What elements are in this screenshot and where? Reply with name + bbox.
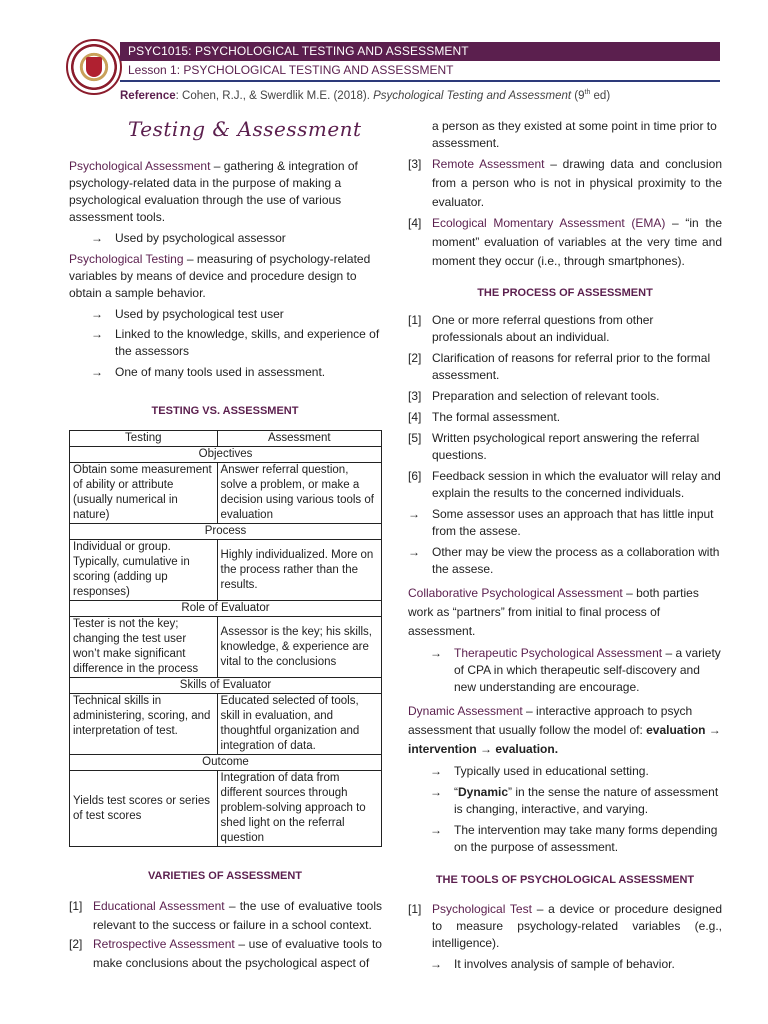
reference-authors: : Cohen, R.J., & Swerdlik M.E. (2018). bbox=[175, 89, 374, 102]
item-text: Some assessor uses an approach that has little input from the assese. bbox=[432, 507, 714, 538]
table-row bbox=[70, 540, 382, 601]
item-text: – use of evaluative tools to make conclusions about the psychological aspect of bbox=[93, 937, 382, 970]
bullet-text: Used by psychological assessor bbox=[115, 231, 286, 245]
term-educational-assessment: Educational Assessment bbox=[93, 899, 225, 913]
header-divider bbox=[120, 80, 720, 82]
arrow-icon: → bbox=[430, 823, 442, 837]
reference-edition-sup: th bbox=[584, 89, 591, 96]
list-item bbox=[408, 822, 722, 856]
list-item bbox=[408, 214, 722, 271]
list-item bbox=[408, 956, 722, 973]
list-item bbox=[408, 506, 722, 540]
item-text: – “in the moment” evaluation of variables at the very time and moment they occur (i.e., through smartphones). bbox=[432, 216, 722, 268]
item-number: [2] bbox=[69, 937, 83, 951]
term-psych-assessment: Psychological Assessment bbox=[69, 159, 211, 173]
reference-book-title: Psychological Testing and Assessment bbox=[373, 89, 572, 102]
bullet-text: Typically used in educational setting. bbox=[454, 764, 649, 778]
reference-edition-end: ed) bbox=[590, 89, 611, 102]
term-ema: Ecological Momentary Assessment (EMA) bbox=[432, 216, 666, 230]
list-item bbox=[408, 784, 722, 818]
assessment-cell: Assessor is the key; his skills, knowledge, & experience are vital to the conclusions bbox=[217, 617, 381, 678]
item-number: [4] bbox=[408, 216, 422, 230]
section-title: Process bbox=[70, 524, 382, 540]
testing-cell: Individual or group. Typically, cumulative in scoring (adding up responses) bbox=[70, 540, 218, 601]
list-item bbox=[69, 935, 382, 973]
arrow-icon: → bbox=[408, 507, 420, 521]
list-item bbox=[408, 312, 722, 346]
assessment-cell: Highly individualized. More on the process rather than the results. bbox=[217, 540, 381, 601]
continued-text: a person as they existed at some point in time prior to assessment. bbox=[432, 119, 717, 150]
item-number: [1] bbox=[69, 899, 83, 913]
table-row bbox=[70, 617, 382, 678]
bullet-text: One of many tools used in assessment. bbox=[115, 365, 326, 379]
varieties-list-left bbox=[69, 897, 382, 973]
testing-cell: Technical skills in administering, scoring, and interpretation of test. bbox=[70, 694, 218, 755]
list-item bbox=[408, 645, 722, 696]
list-item bbox=[408, 430, 722, 464]
item-number: [6] bbox=[408, 469, 422, 483]
testing-cell: Yields test scores or series of test scores bbox=[70, 771, 218, 847]
assessment-cell: Educated selected of tools, skill in evaluation, and thoughtful organization and integration of data. bbox=[217, 694, 381, 755]
list-item bbox=[408, 155, 722, 212]
term-remote-assessment: Remote Assessment bbox=[432, 157, 545, 171]
reference-label: Reference bbox=[120, 89, 176, 102]
table-row bbox=[70, 771, 382, 847]
item-number: [4] bbox=[408, 410, 422, 424]
section-heading-varieties: VARIETIES OF ASSESSMENT bbox=[147, 870, 303, 882]
bullet-text: ” in the sense the nature of assessment is changing, interactive, and varying. bbox=[454, 785, 719, 816]
arrow-icon: → bbox=[91, 231, 103, 245]
section-heading-tools: THE TOOLS OF PSYCHOLOGICAL ASSESSMENT bbox=[435, 874, 695, 886]
bullet-text: Used by psychological test user bbox=[115, 307, 284, 321]
term-psych-testing: Psychological Testing bbox=[69, 252, 184, 266]
psych-assessment-definition bbox=[69, 158, 381, 226]
cpa-definition bbox=[408, 584, 722, 641]
table-row bbox=[70, 694, 382, 755]
table-header-row bbox=[70, 431, 382, 447]
psych-testing-definition bbox=[69, 251, 381, 302]
term-tpa: Therapeutic Psychological Assessment bbox=[454, 646, 663, 660]
arrow-icon: → bbox=[430, 785, 442, 799]
table-section-row bbox=[70, 447, 382, 463]
item-number: [3] bbox=[408, 389, 422, 403]
tpa-text: – a variety of CPA in which therapeutic self-discovery and new understanding are encourage. bbox=[454, 646, 721, 694]
left-column-intro bbox=[69, 158, 381, 381]
assessment-cell: Integration of data from different sources through problem-solving approach to shed light on the referral question bbox=[217, 771, 381, 847]
item-text: Other may be view the process as a collaboration with the assese. bbox=[432, 545, 720, 576]
list-item bbox=[408, 763, 722, 780]
right-column bbox=[408, 118, 722, 973]
arrow-icon: → bbox=[430, 646, 442, 660]
dynamic-text: – interactive approach to psych assessment that usually follow the model of: bbox=[408, 704, 693, 737]
list-item bbox=[408, 468, 722, 502]
section-title: Role of Evaluator bbox=[70, 601, 382, 617]
testing-cell: Obtain some measurement of ability or attribute (usually numerical in nature) bbox=[70, 463, 218, 524]
reference-line bbox=[120, 89, 610, 102]
item-text: The formal assessment. bbox=[432, 410, 561, 424]
table-section-row bbox=[70, 601, 382, 617]
arrow-icon: → bbox=[91, 307, 103, 321]
list-item bbox=[69, 230, 381, 247]
dynamic-model: evaluation → intervention → evaluation. bbox=[408, 723, 721, 756]
term-psychological-test: Psychological Test bbox=[432, 902, 532, 916]
page-title: Testing & Assessment bbox=[128, 117, 362, 141]
arrow-icon: → bbox=[408, 545, 420, 559]
psych-testing-text: – measuring of psychology-related variables by means of device and procedure design to obtain a sample behavior. bbox=[69, 252, 371, 300]
testing-cell: Tester is not the key; changing the test user won’t make significant difference in the process bbox=[70, 617, 218, 678]
dynamic-definition bbox=[408, 702, 722, 759]
item-text: – drawing data and conclusion from a person who is not in physical proximity to the evaluator. bbox=[432, 157, 722, 209]
table-section-row bbox=[70, 678, 382, 694]
table-section-row bbox=[70, 755, 382, 771]
arrow-icon: → bbox=[91, 365, 103, 379]
section-heading-testing-vs-assessment: TESTING VS. ASSESSMENT bbox=[151, 405, 299, 417]
term-retrospective-assessment: Retrospective Assessment bbox=[93, 937, 235, 951]
list-item bbox=[408, 350, 722, 384]
section-heading-process: THE PROCESS OF ASSESSMENT bbox=[477, 287, 653, 299]
bullet-text: Linked to the knowledge, skills, and experience of the assessors bbox=[115, 327, 380, 358]
item-number: [1] bbox=[408, 313, 422, 327]
arrow-icon: → bbox=[430, 764, 442, 778]
item-text: Clarification of reasons for referral prior to the formal assessment. bbox=[432, 351, 711, 382]
table-section-row bbox=[70, 524, 382, 540]
lesson-title: Lesson 1: PSYCHOLOGICAL TESTING AND ASSESSMENT bbox=[128, 63, 454, 77]
bullet-text: It involves analysis of sample of behavior. bbox=[454, 957, 675, 971]
table-row bbox=[70, 463, 382, 524]
list-item bbox=[408, 544, 722, 578]
list-item bbox=[69, 326, 381, 360]
course-title-bar: PSYC1015: PSYCHOLOGICAL TESTING AND ASSESSMENT bbox=[120, 42, 720, 61]
item-text: One or more referral questions from other professionals about an individual. bbox=[432, 313, 654, 344]
psych-assessment-text: – gathering & integration of psychology-related data in the purpose of making a psychological evaluation through the use of various assessment tools. bbox=[69, 159, 358, 224]
arrow-icon: → bbox=[91, 327, 103, 341]
item-text: Preparation and selection of relevant tools. bbox=[432, 389, 660, 403]
item-number: [3] bbox=[408, 157, 422, 171]
university-seal-logo bbox=[66, 39, 122, 95]
section-title: Objectives bbox=[70, 447, 382, 463]
term-cpa: Collaborative Psychological Assessment bbox=[408, 586, 623, 600]
cpa-text: – both parties work as “partners” from initial to final process of assessment. bbox=[408, 586, 699, 638]
item-number: [1] bbox=[408, 902, 422, 916]
section-title: Skills of Evaluator bbox=[70, 678, 382, 694]
col-header-testing: Testing bbox=[70, 431, 218, 447]
section-title: Outcome bbox=[70, 755, 382, 771]
item-text: Written psychological report answering the referral questions. bbox=[432, 431, 700, 462]
assessment-cell: Answer referral question, solve a problem, or make a decision using various tools of evaluation bbox=[217, 463, 381, 524]
list-item bbox=[408, 409, 722, 426]
item-text: – the use of evaluative tools relevant to the success or failure in a school context. bbox=[93, 899, 382, 932]
term-dynamic-assessment: Dynamic Assessment bbox=[408, 704, 523, 718]
comparison-table bbox=[69, 430, 382, 847]
item-number: [2] bbox=[408, 351, 422, 365]
arrow-icon: → bbox=[430, 957, 442, 971]
item-text: Feedback session in which the evaluator will relay and explain the results to the concerned individuals. bbox=[432, 469, 721, 500]
list-item bbox=[69, 306, 381, 323]
col-header-assessment: Assessment bbox=[217, 431, 381, 447]
item-text: – a device or procedure designed to measure psychology-related variables (e.g., intelligence). bbox=[432, 902, 723, 950]
list-item bbox=[69, 364, 381, 381]
quote-open: “ bbox=[454, 785, 458, 799]
keyword-dynamic: Dynamic bbox=[458, 785, 509, 799]
list-item bbox=[408, 388, 722, 405]
list-item bbox=[69, 897, 382, 935]
reference-edition: (9 bbox=[571, 89, 585, 102]
bullet-text: The intervention may take many forms depending on the purpose of assessment. bbox=[454, 823, 718, 854]
list-item bbox=[408, 901, 722, 952]
item-number: [5] bbox=[408, 431, 422, 445]
